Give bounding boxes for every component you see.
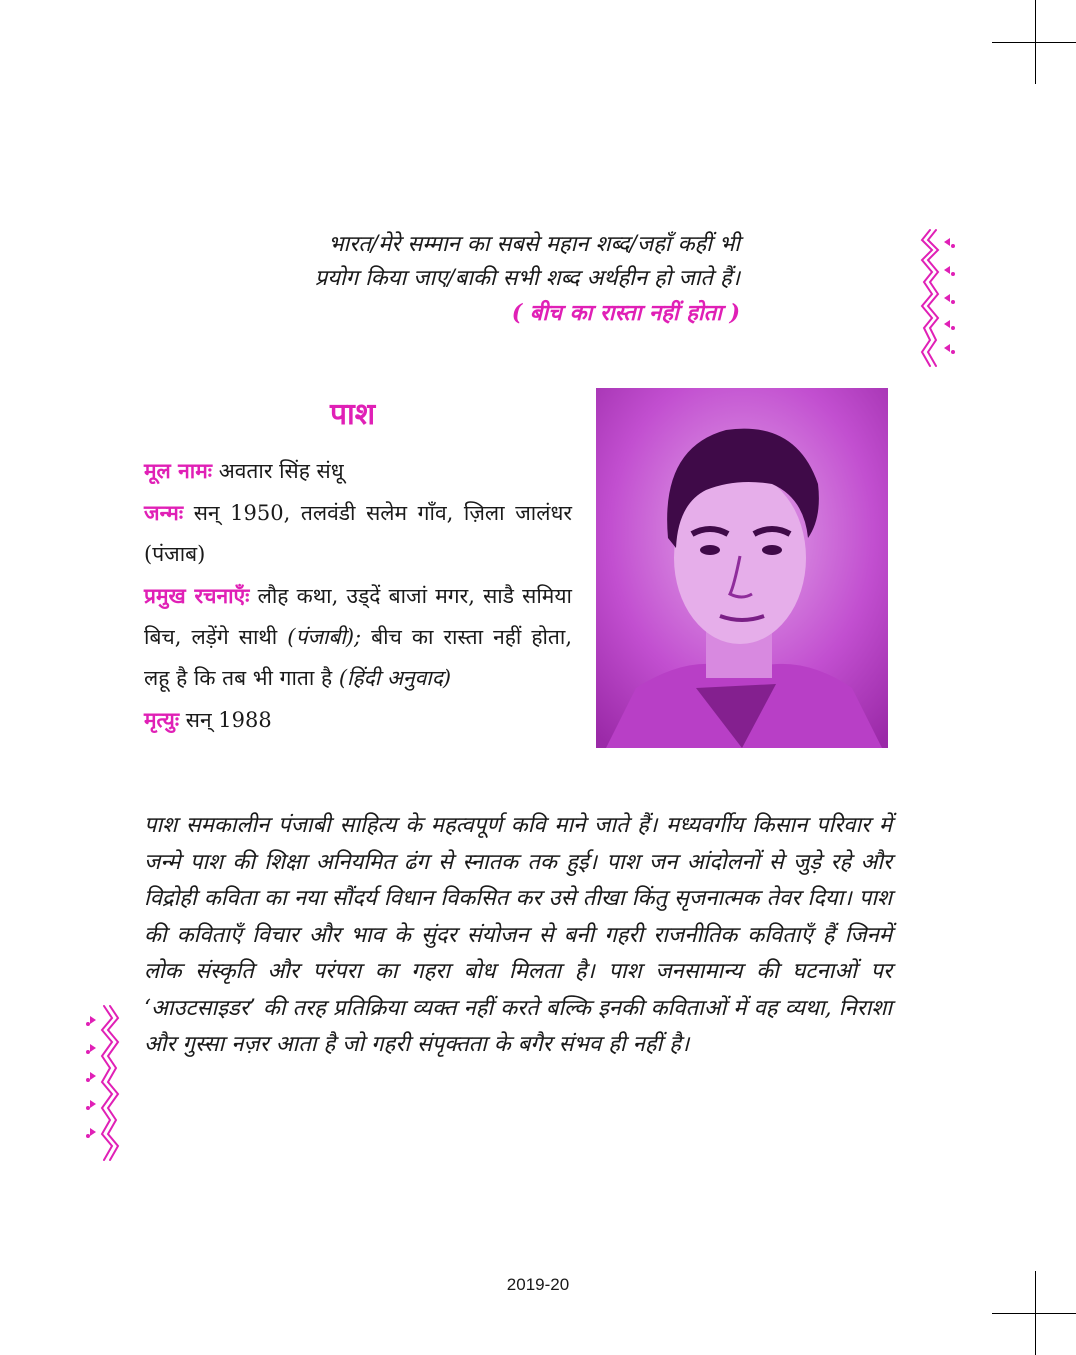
epigraph-quote bbox=[180, 228, 740, 330]
page-number: 2019-20 bbox=[506, 1275, 570, 1294]
floral-ornament-icon bbox=[916, 228, 958, 370]
bio-birth bbox=[144, 492, 572, 575]
works-hindi: बीच का रास्ता नहीं होता, लहू है कि तब भी गाता है bbox=[144, 625, 572, 690]
original-name-label: मूल नामः bbox=[144, 458, 213, 483]
works-label: प्रमुख रचनाएँः bbox=[144, 583, 250, 608]
birth-label: जन्मः bbox=[144, 500, 184, 525]
crop-mark-icon bbox=[992, 42, 1076, 43]
bio-original-name bbox=[144, 450, 572, 492]
bio-works bbox=[144, 575, 572, 699]
portrait-photo bbox=[596, 388, 888, 748]
author-name-heading: पाश bbox=[330, 397, 376, 432]
death-value: सन् 1988 bbox=[185, 708, 272, 732]
works-hindi-tag: (हिंदी अनुवाद) bbox=[338, 666, 452, 690]
bio-death bbox=[144, 699, 572, 741]
original-name-value: अवतार सिंह संधू bbox=[218, 459, 344, 483]
floral-ornament-icon bbox=[84, 1004, 126, 1164]
crop-mark-icon bbox=[992, 1313, 1076, 1314]
death-label: मृत्युः bbox=[144, 707, 180, 732]
quote-source: ( बीच का रास्ता नहीं होता ) bbox=[511, 300, 740, 326]
works-punjabi-tag: (पंजाबी); bbox=[287, 625, 362, 649]
works-punjabi: लौह कथा, उड्दें बाजां मगर, साडै समिया बिच, लड़ेंगे साथी bbox=[144, 584, 572, 649]
quote-line: प्रयोग किया जाए/बाकी सभी शब्द अर्थहीन हो जाते हैं। bbox=[314, 266, 740, 291]
quote-line: भारत/मेरे सम्मान का सबसे महान शब्द/जहाँ कहीं भी bbox=[328, 232, 740, 257]
intro-paragraph: पाश समकालीन पंजाबी साहित्य के महत्वपूर्ण कवि माने जाते हैं। मध्यवर्गीय किसान परिवार में जन्मे पाश की शिक्षा अनियमित ढंग से स्नातक तक हुई। पाश जन आंदोलनों से जुड़े रहे और विद्रोही कविता का नया सौंदर्य विधान विकसित कर उसे तीखा किंतु सृजनात्मक तेवर दिया। पाश की कविताएँ विचार और भाव के सुंदर संयोजन से बनी गहरी राजनीतिक कविताएँ हैं जिनमें लोक संस्कृति और परंपरा का गहरा बोध मिलता है। पाश जनसामान्य की घटनाओं पर ‘आउटसाइडर’ की तरह प्रतिक्रिया व्यक्त नहीं करते बल्कि इनकी कविताओं में वह व्यथा, निराशा और गुस्सा नज़र आता है जो गहरी संपृक्तता के बगैर संभव ही नहीं है। bbox=[144, 813, 892, 1057]
author-bio bbox=[144, 450, 572, 741]
birth-value: सन् 1950, तलवंडी सलेम गाँव, ज़िला जालंधर (पंजाब) bbox=[144, 501, 572, 566]
